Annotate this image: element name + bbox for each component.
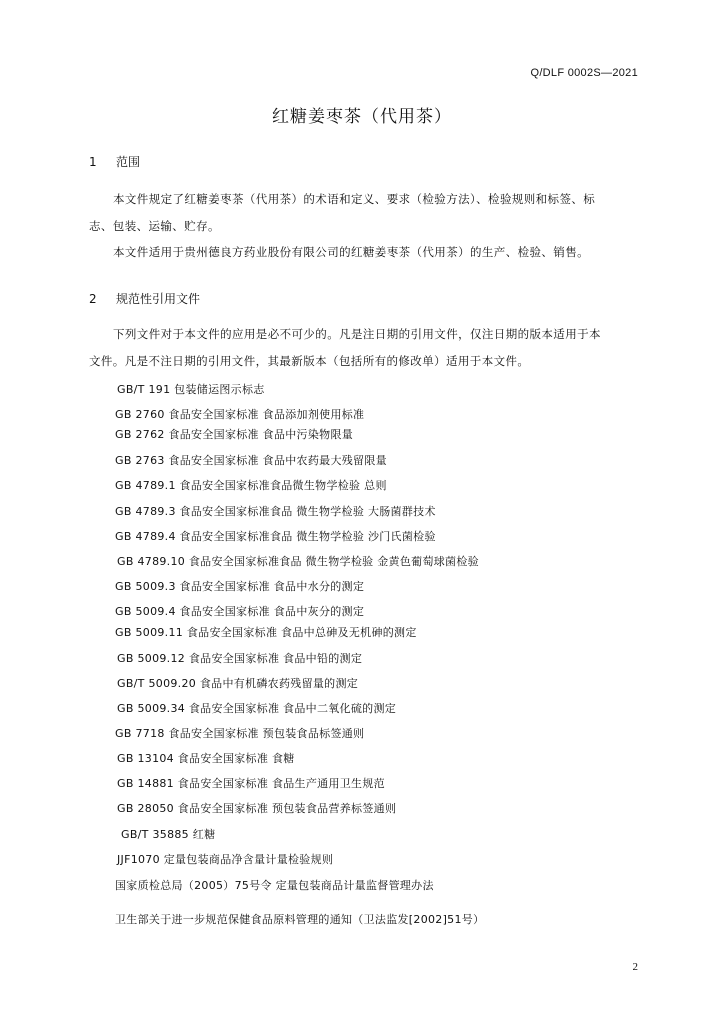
reference-item: GB 5009.4 食品安全国家标准 食品中灰分的测定 [115,605,365,618]
section-number: 1 [89,155,97,169]
paragraph-line: 文件。凡是不注日期的引用文件，其最新版本（包括所有的修改单）适用于本文件。 [89,354,530,368]
section-number: 2 [89,292,97,306]
reference-item: GB 2763 食品安全国家标准 食品中农药最大残留限量 [115,454,387,467]
page-number: 2 [632,961,638,973]
reference-item: GB 5009.3 食品安全国家标准 食品中水分的测定 [115,580,365,593]
reference-item: GB/T 35885 红糖 [121,828,216,841]
reference-item: 卫生部关于进一步规范保健食品原料管理的通知（卫法监发[2002]51号） [115,913,485,926]
doc-code: Q/DLF 0002S—2021 [530,67,638,79]
reference-item: GB 7718 食品安全国家标准 预包装食品标签通则 [115,727,365,740]
reference-item: GB 13104 食品安全国家标准 食糖 [117,752,295,765]
reference-item: GB 2762 食品安全国家标准 食品中污染物限量 [115,428,354,441]
section-title: 范围 [116,155,141,169]
paragraph-line: 本文件适用于贵州德良方药业股份有限公司的红糖姜枣茶（代用茶）的生产、检验、销售。 [113,245,589,259]
document-title: 红糖姜枣茶（代用茶） [272,107,452,127]
section-title: 规范性引用文件 [116,292,201,306]
reference-item: GB 5009.11 食品安全国家标准 食品中总砷及无机砷的测定 [115,626,417,639]
reference-item: GB 5009.34 食品安全国家标准 食品中二氧化硫的测定 [117,702,397,715]
section-heading-normative-references [89,290,200,307]
paragraph-line: 志、包装、运输、贮存。 [89,219,220,233]
reference-item: GB 4789.3 食品安全国家标准食品 微生物学检验 大肠菌群技术 [115,505,436,518]
reference-item: GB 4789.1 食品安全国家标准食品微生物学检验 总则 [115,479,387,492]
reference-item: JJF1070 定量包装商品净含量计量检验规则 [117,853,334,866]
reference-item: GB 4789.4 食品安全国家标准食品 微生物学检验 沙门氏菌检验 [115,530,436,543]
reference-item: GB 28050 食品安全国家标准 预包装食品营养标签通则 [117,802,397,815]
reference-item: 国家质检总局（2005）75号令 定量包装商品计量监督管理办法 [115,879,434,892]
reference-item: GB/T 5009.20 食品中有机磷农药残留量的测定 [117,677,359,690]
reference-item: GB 14881 食品安全国家标准 食品生产通用卫生规范 [117,777,385,790]
section-heading-scope [89,153,140,170]
reference-item: GB 5009.12 食品安全国家标准 食品中铅的测定 [117,652,363,665]
paragraph-line: 下列文件对于本文件的应用是必不可少的。凡是注日期的引用文件，仅注日期的版本适用于本 [113,327,601,341]
reference-item: GB 2760 食品安全国家标准 食品添加剂使用标准 [115,408,365,421]
paragraph-line: 本文件规定了红糖姜枣茶（代用茶）的术语和定义、要求（检验方法）、检验规则和标签、标 [113,192,596,206]
reference-item: GB/T 191 包装储运图示标志 [117,383,265,396]
reference-item: GB 4789.10 食品安全国家标准食品 微生物学检验 金黄色葡萄球菌检验 [117,555,479,568]
